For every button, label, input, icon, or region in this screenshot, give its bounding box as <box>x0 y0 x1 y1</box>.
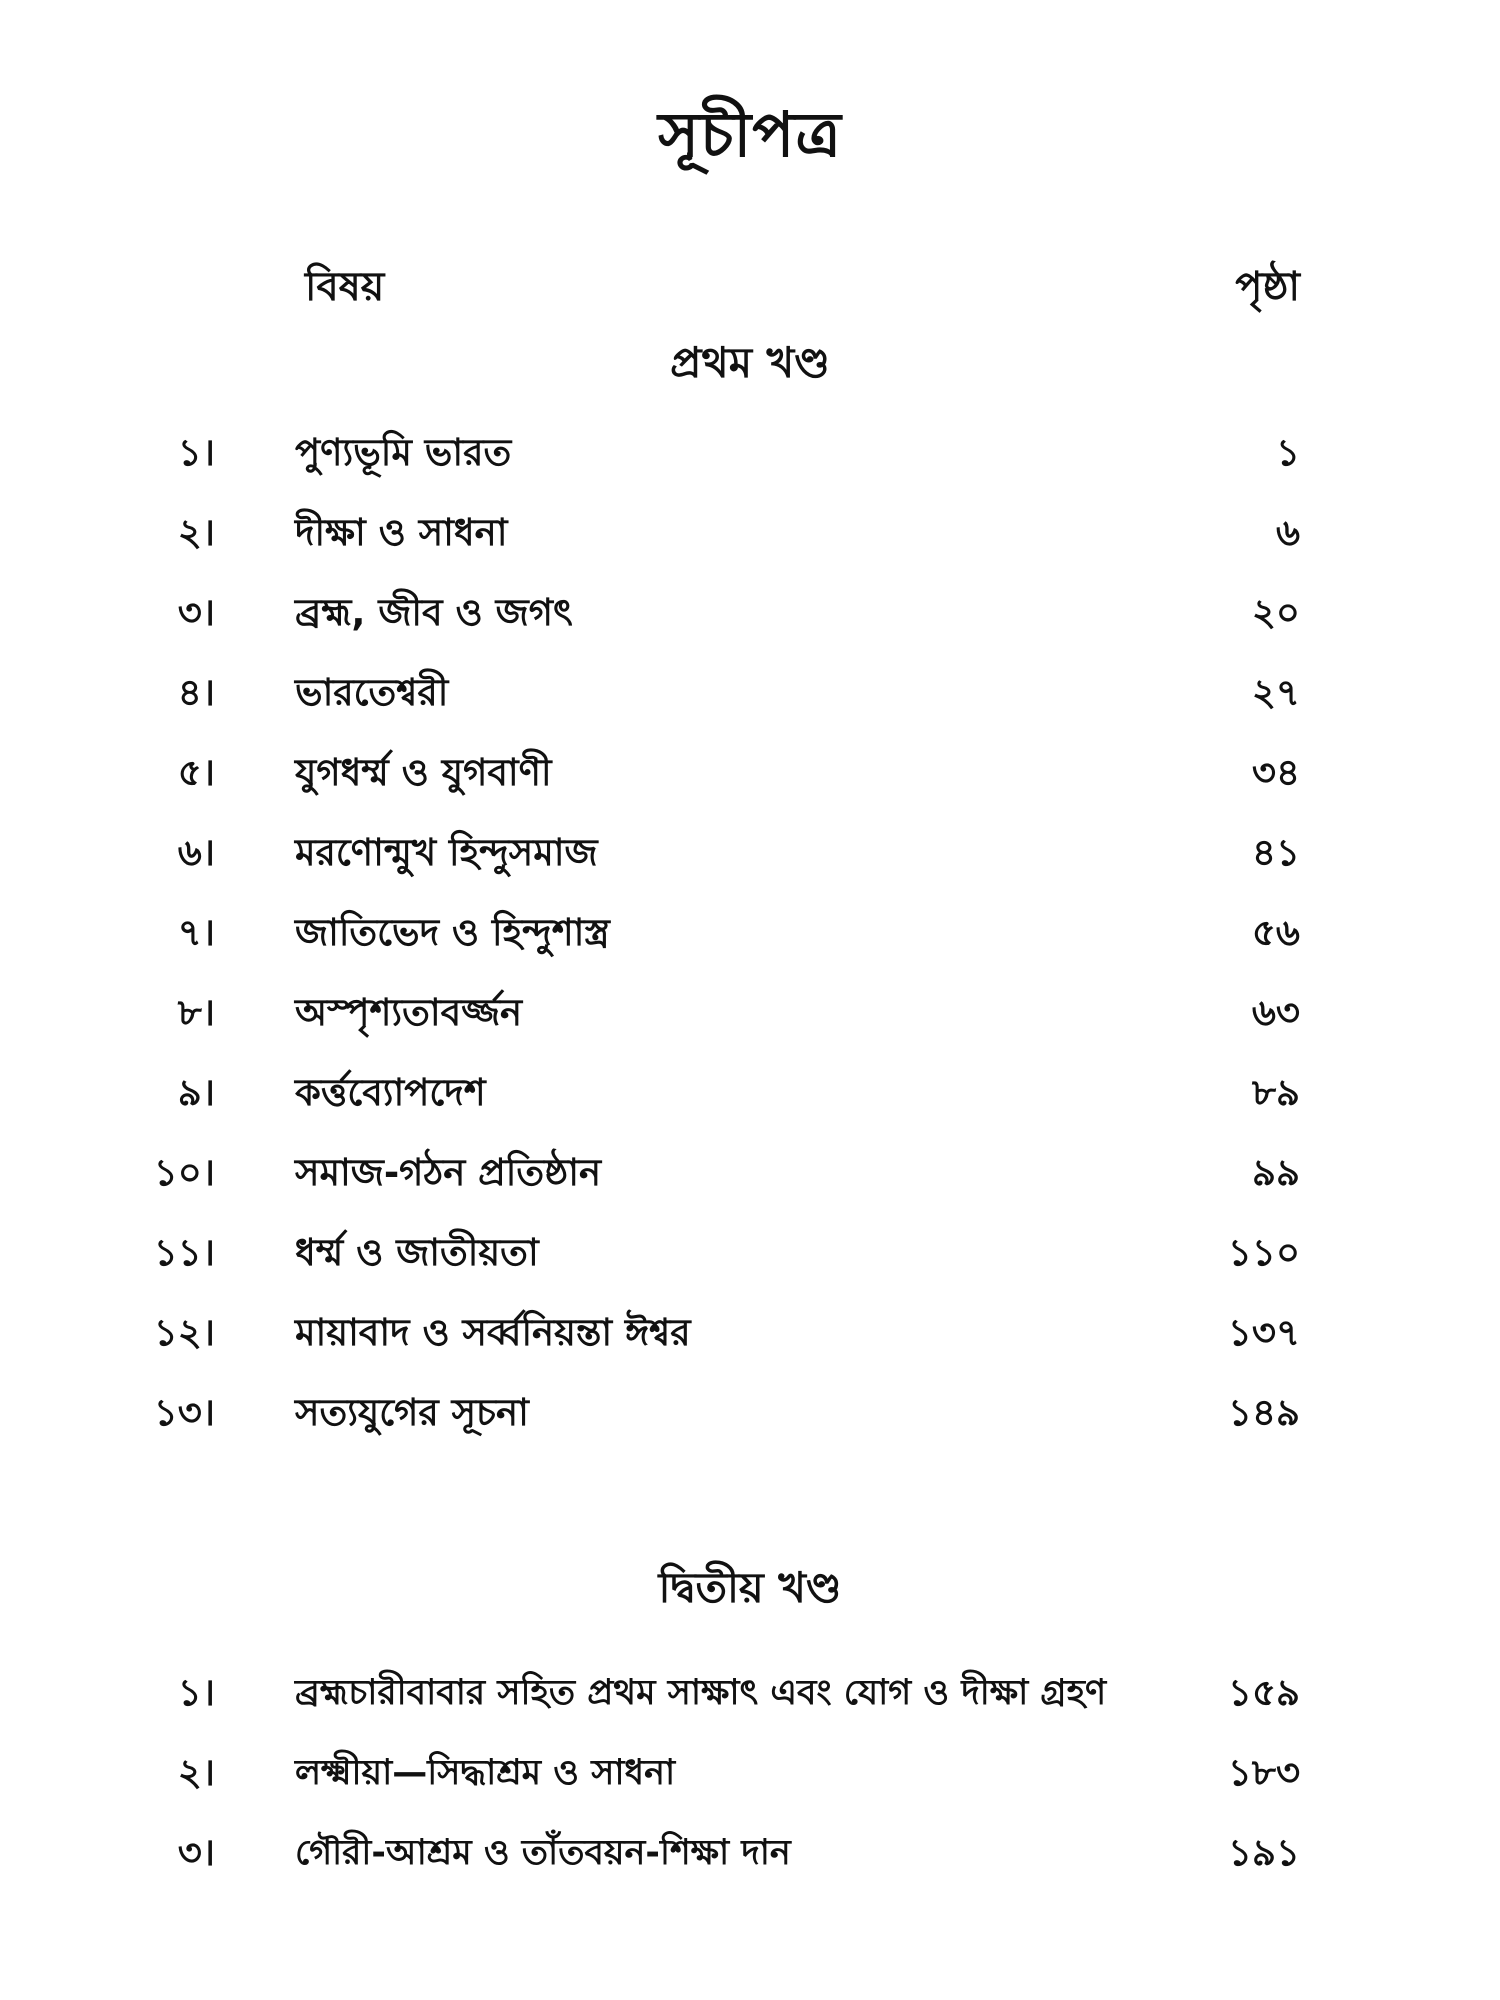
entry-page: ১ <box>1275 431 1300 474</box>
entry-number: ৫। <box>177 751 215 794</box>
entry-page: ১৩৭ <box>1227 1311 1300 1354</box>
entry-number: ৬। <box>177 831 215 874</box>
entry-number: ১। <box>177 1671 215 1714</box>
list-item <box>177 745 1300 801</box>
entry-page: ৮৯ <box>1251 1071 1300 1114</box>
entry-page: ১১০ <box>1227 1231 1300 1274</box>
entry-title: যুগধর্ম্ম ও যুগবাণী <box>295 751 552 794</box>
list-item <box>153 1145 1300 1201</box>
entry-title: অস্পৃশ্যতাবর্জ্জন <box>295 991 523 1034</box>
entry-number: ২। <box>177 511 215 554</box>
entry-title: মরণোন্মুখ হিন্দুসমাজ <box>295 831 598 874</box>
entry-title: ভারতেশ্বরী <box>295 671 449 714</box>
entry-number: ৩। <box>177 1831 215 1874</box>
entry-number: ১০। <box>153 1151 215 1194</box>
list-item <box>177 825 1300 881</box>
list-item <box>177 1825 1300 1881</box>
entry-title: দীক্ষা ও সাধনা <box>295 511 508 554</box>
entry-title: সত্যযুগের সূচনা <box>295 1391 529 1434</box>
entry-page: ৪১ <box>1251 831 1300 874</box>
entry-number: ৯। <box>177 1071 215 1114</box>
entry-page: ৫৬ <box>1251 911 1300 954</box>
list-item <box>177 1745 1300 1801</box>
entry-page: ১৮৩ <box>1227 1751 1300 1794</box>
entry-title: মায়াবাদ ও সর্ব্বনিয়ন্তা ঈশ্বর <box>295 1311 691 1354</box>
list-item <box>153 1385 1300 1441</box>
entry-number: ৭। <box>177 911 215 954</box>
entry-title: সমাজ-গঠন প্রতিষ্ঠান <box>295 1151 602 1194</box>
entry-title: ধর্ম্ম ও জাতীয়তা <box>295 1231 539 1274</box>
entry-number: ১১। <box>153 1231 215 1274</box>
entry-number: ২। <box>177 1751 215 1794</box>
list-item <box>177 1065 1300 1121</box>
entry-page: ২০ <box>1251 591 1300 634</box>
entry-title: কর্ত্তব্যোপদেশ <box>295 1071 486 1114</box>
subject-column-header: বিষয় <box>305 264 385 310</box>
list-item <box>153 1305 1300 1361</box>
entry-page: ৩৪ <box>1251 751 1300 794</box>
entry-page: ১৫৯ <box>1227 1671 1300 1714</box>
list-item <box>177 425 1300 481</box>
list-item <box>177 505 1300 561</box>
list-item <box>153 1225 1300 1281</box>
entry-title: পুণ্যভূমি ভারত <box>295 431 512 474</box>
entry-page: ২৭ <box>1251 671 1300 714</box>
entry-page: ১৯১ <box>1227 1831 1300 1874</box>
section-title-second: দ্বিতীয় খণ্ড <box>658 1563 842 1612</box>
entry-page: ৯৯ <box>1251 1151 1300 1194</box>
list-item <box>177 585 1300 641</box>
entry-page: ৬ <box>1275 511 1300 554</box>
entry-title: লক্ষ্মীয়া—সিদ্ধাশ্রম ও সাধনা <box>295 1753 676 1793</box>
list-item <box>177 905 1300 961</box>
entry-title: গৌরী-আশ্রম ও তাঁতবয়ন-শিক্ষা দান <box>295 1833 791 1873</box>
entry-number: ১৩। <box>153 1391 215 1434</box>
entry-number: ৪। <box>177 671 215 714</box>
entry-page: ১৪৯ <box>1227 1391 1300 1434</box>
entry-number: ১। <box>177 431 215 474</box>
page-title: সূচীপত্র <box>658 98 842 171</box>
page-column-header: পৃষ্ঠা <box>1235 264 1300 310</box>
entry-number: ৮। <box>177 991 215 1034</box>
list-item <box>177 1665 1300 1721</box>
entry-title: ব্রহ্ম, জীব ও জগৎ <box>295 591 573 634</box>
section-title-first: প্রথম খণ্ড <box>670 338 830 387</box>
entry-number: ৩। <box>177 591 215 634</box>
list-item <box>177 985 1300 1041</box>
entry-number: ১২। <box>153 1311 215 1354</box>
entry-title: ব্রহ্মচারীবাবার সহিত প্রথম সাক্ষাৎ এবং যোগ ও দীক্ষা গ্রহণ <box>295 1673 1107 1713</box>
entry-page: ৬৩ <box>1251 991 1300 1034</box>
list-item <box>177 665 1300 721</box>
entry-title: জাতিভেদ ও হিন্দুশাস্ত্র <box>295 911 610 954</box>
